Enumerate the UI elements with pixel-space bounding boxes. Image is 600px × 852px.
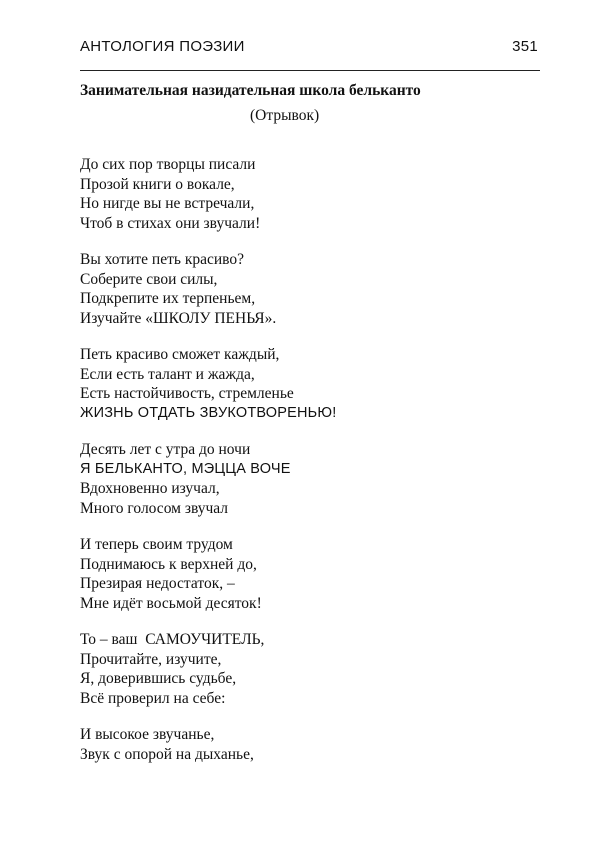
poem-line: Я, доверившись судьбе,	[80, 670, 237, 687]
poem-line: Прозой книги о вокале,	[80, 175, 235, 193]
poem-line: Прочитайте, изучите,	[80, 650, 222, 668]
poem-line: Всё проверил на себе:	[80, 689, 226, 707]
poem-line: Мне идёт восьмой десяток!	[80, 594, 262, 612]
poem-line: Изучайте «ШКОЛУ ПЕНЬЯ».	[80, 309, 277, 327]
page-number: 351	[512, 38, 538, 55]
running-header	[80, 36, 540, 71]
poem-subtitle: (Отрывок)	[250, 107, 320, 124]
poem-line: ЖИЗНЬ ОТДАТЬ ЗВУКОТВОРЕНЬЮ!	[80, 404, 337, 421]
stanza-5	[80, 535, 550, 613]
poem-line: Поднимаюсь к верхней до,	[80, 555, 257, 573]
poem-title: Занимательная назидательная школа бельканто	[80, 82, 421, 99]
poem-line: Много голосом звучал	[80, 499, 229, 517]
poem-line: Соберите свои силы,	[80, 270, 218, 288]
poem-line: Я БЕЛЬКАНТО, МЭЦЦА ВОЧЕ	[80, 460, 291, 477]
poem-line: Петь красиво сможет каждый,	[80, 346, 280, 363]
poem-line: Вдохновенно изучал,	[80, 480, 220, 497]
poem-line: Но нигде вы не встречали,	[80, 195, 255, 212]
stanza-2	[80, 250, 550, 328]
stanza-1	[80, 155, 550, 233]
stanza-6	[80, 630, 550, 708]
poem-line: И высокое звучанье,	[80, 726, 215, 743]
poem-line: И теперь своим трудом	[80, 536, 233, 553]
poem-line: До сих пор творцы писали	[80, 156, 256, 173]
poem-line: То – ваш САМОУЧИТЕЛЬ,	[80, 631, 265, 648]
poem-line: Есть настойчивость, стремленье	[80, 385, 294, 402]
poem-line: Если есть талант и жажда,	[80, 365, 255, 383]
poem-line: Звук с опорой на дыханье,	[80, 745, 254, 763]
poem-line: Десять лет с утра до ночи	[80, 441, 251, 458]
poem-line: Чтоб в стихах они звучали!	[80, 214, 261, 232]
poem-body	[80, 155, 550, 781]
poem-line: Презирая недостаток, –	[80, 575, 235, 592]
stanza-4	[80, 440, 550, 518]
poem-line: Вы хотите петь красиво?	[80, 251, 244, 268]
stanza-3	[80, 345, 550, 423]
running-header-title: АНТОЛОГИЯ ПОЭЗИИ	[80, 38, 245, 55]
stanza-7	[80, 725, 550, 764]
poem-line: Подкрепите их терпеньем,	[80, 290, 256, 307]
